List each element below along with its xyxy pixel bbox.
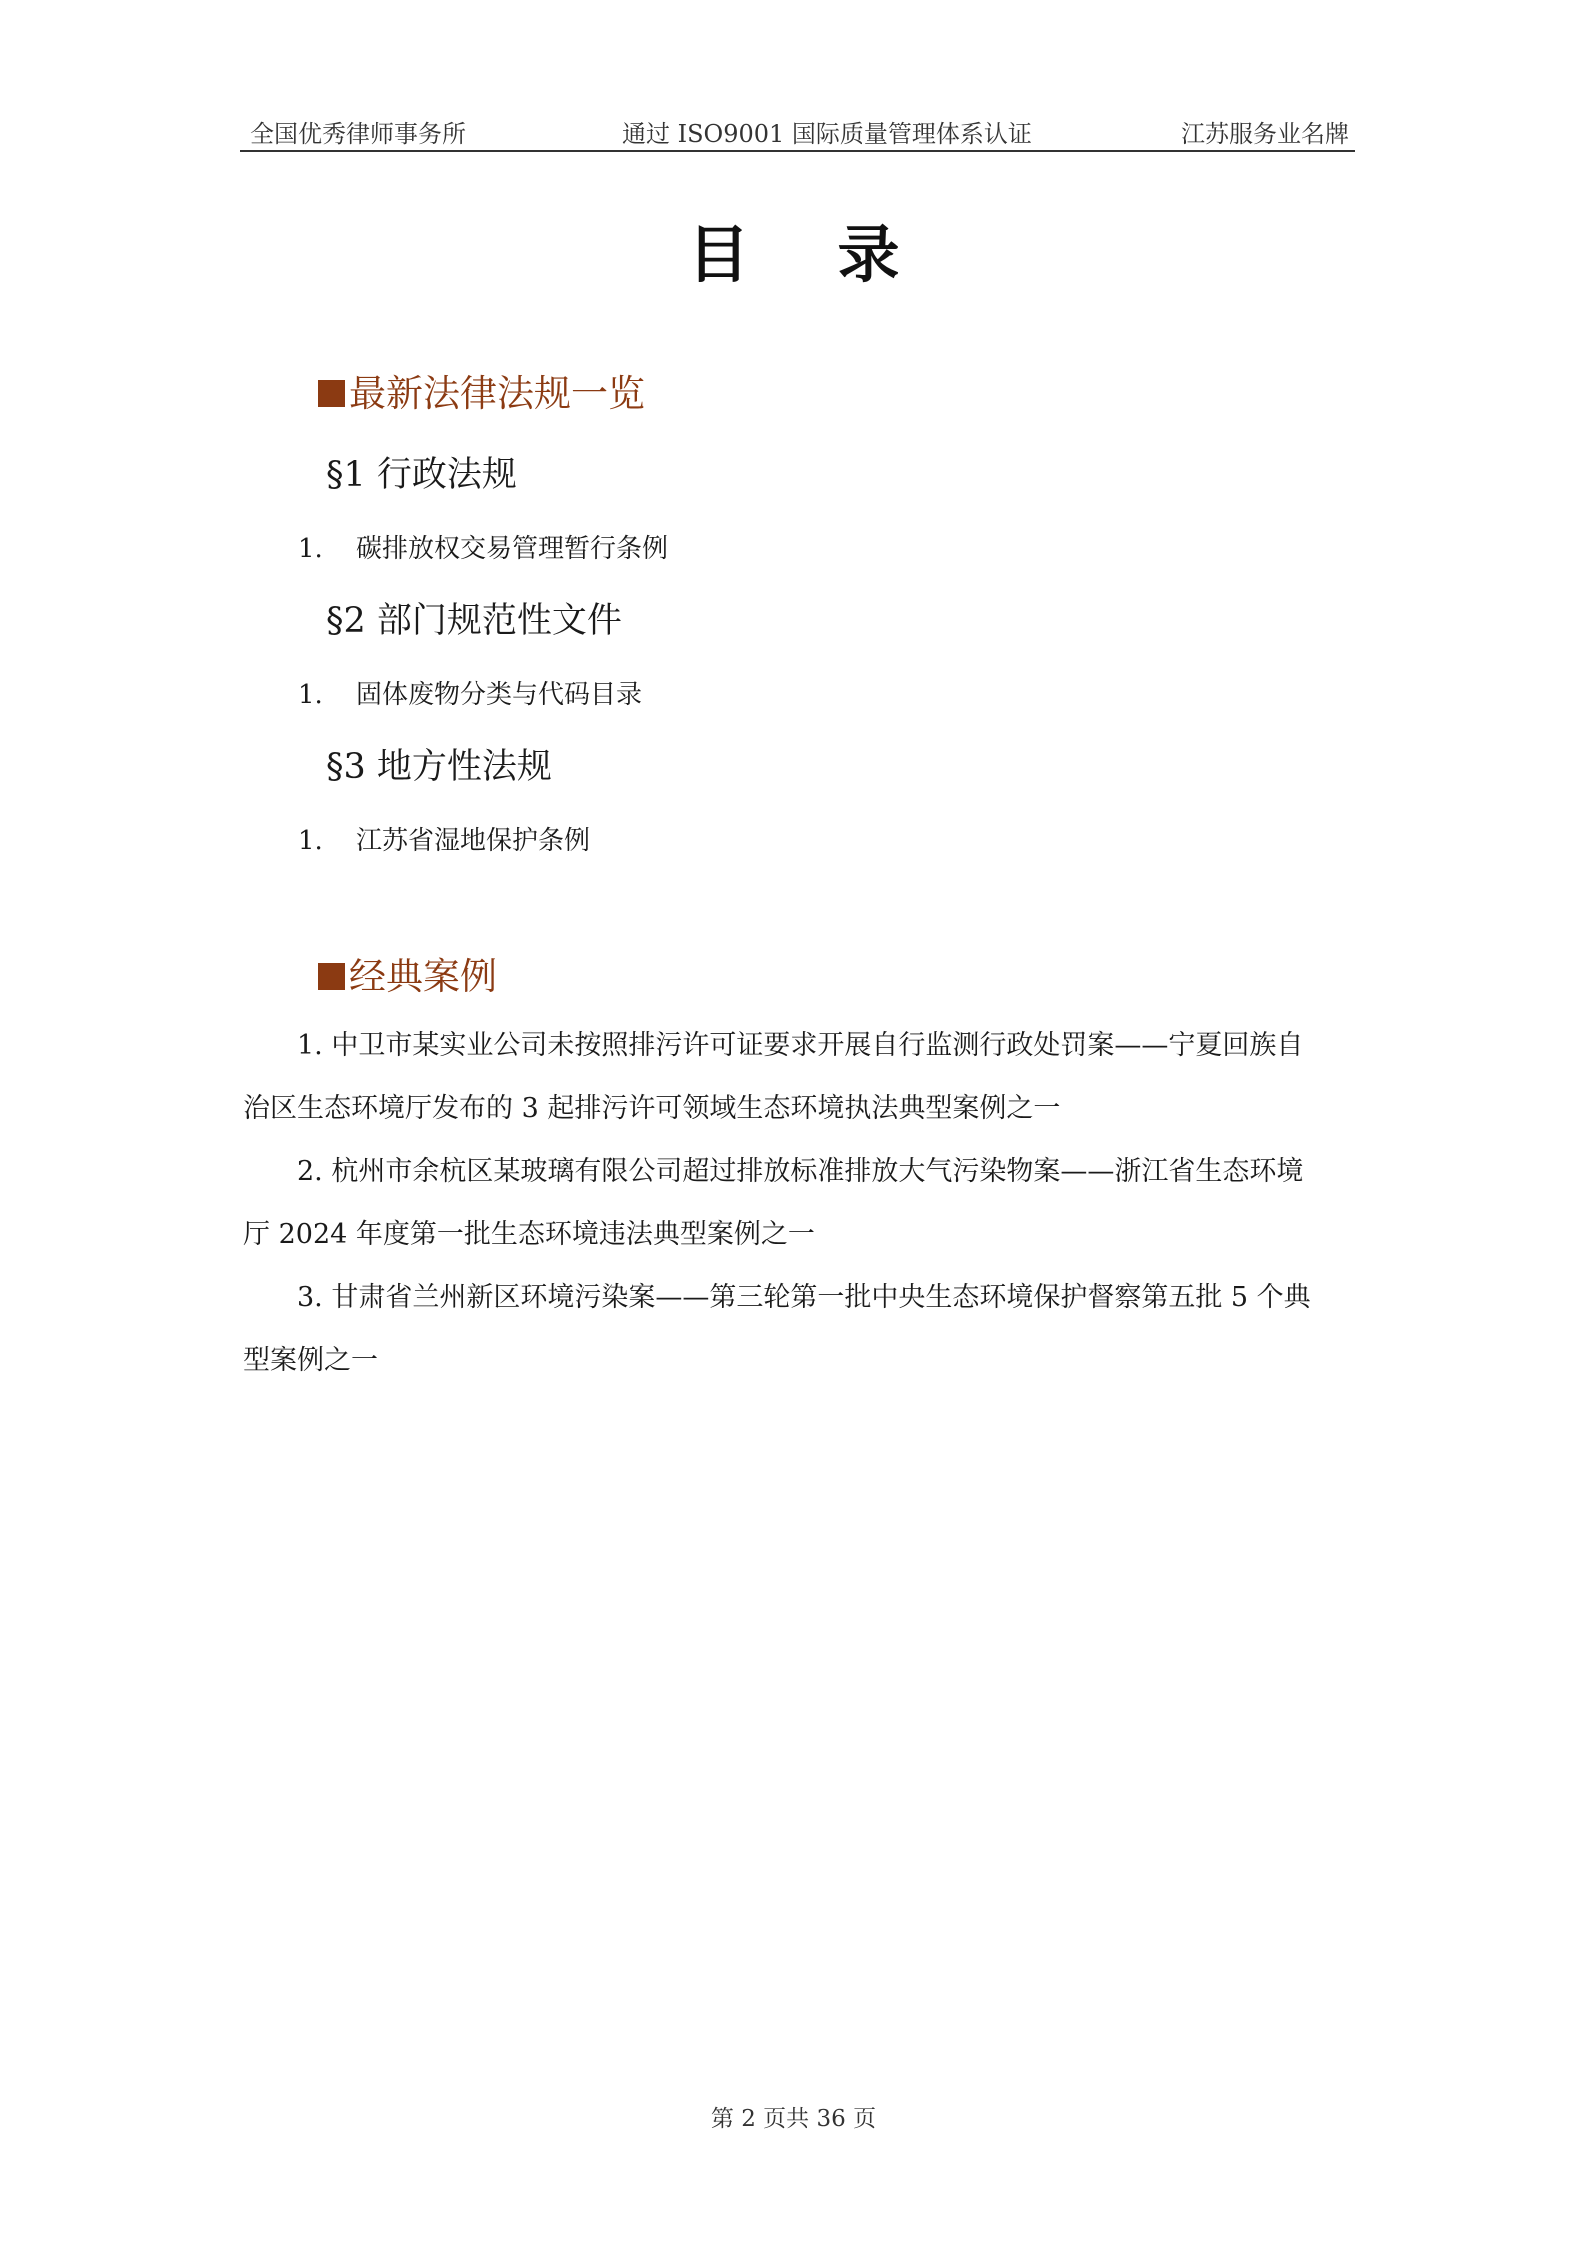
list-item-text: 固体废物分类与代码目录 — [356, 680, 643, 710]
section-heading-regulations — [318, 363, 645, 417]
case-item-line-2: 厅 2024 年度第一批生态环境违法典型案例之一 — [243, 1219, 815, 1250]
toc-list-item[interactable] — [298, 528, 668, 565]
case-item-line-1: 1. 中卫市某实业公司未按照排污许可证要求开展自行监测行政处罚案——宁夏回族自 — [297, 1030, 1304, 1061]
section-heading-cases — [318, 946, 497, 1000]
header-right-text: 江苏服务业名牌 — [1181, 120, 1349, 148]
list-item-text: 碳排放权交易管理暂行条例 — [356, 534, 669, 564]
title-char-1: 目 — [687, 218, 750, 291]
toc-list-item[interactable] — [298, 674, 642, 711]
square-bullet-icon — [318, 380, 345, 407]
title-char-2: 录 — [837, 218, 900, 291]
case-item-line-2: 治区生态环境厅发布的 3 起排污许可领域生态环境执法典型案例之一 — [243, 1093, 1061, 1124]
case-item-line-1: 2. 杭州市余杭区某玻璃有限公司超过排放标准排放大气污染物案——浙江省生态环境 — [297, 1156, 1304, 1187]
page-header — [240, 110, 1355, 152]
list-item-number: 1. — [298, 680, 323, 710]
section-heading-text: 经典案例 — [349, 955, 497, 998]
page-title — [0, 205, 1587, 294]
list-item-number: 1. — [298, 534, 323, 564]
header-left-text: 全国优秀律师事务所 — [250, 120, 466, 148]
case-item[interactable] — [243, 1140, 1343, 1266]
sub-heading-department-documents: §2 部门规范性文件 — [326, 601, 622, 641]
case-item-line-2: 型案例之一 — [243, 1345, 378, 1376]
header-center-text: 通过 ISO9001 国际质量管理体系认证 — [622, 120, 1032, 148]
page-footer: 第 2 页共 36 页 — [710, 2106, 877, 2132]
case-item[interactable] — [243, 1266, 1343, 1392]
section-heading-text: 最新法律法规一览 — [349, 372, 645, 415]
list-item-text: 江苏省湿地保护条例 — [356, 826, 591, 856]
case-item-line-1: 3. 甘肃省兰州新区环境污染案——第三轮第一批中央生态环境保护督察第五批 5 个典 — [297, 1282, 1311, 1313]
square-bullet-icon — [318, 963, 345, 990]
sub-heading-administrative-regulations: §1 行政法规 — [326, 455, 517, 495]
list-item-number: 1. — [298, 826, 323, 856]
sub-heading-local-regulations: §3 地方性法规 — [326, 747, 552, 787]
case-item[interactable] — [243, 1014, 1343, 1140]
toc-list-item[interactable] — [298, 820, 590, 857]
